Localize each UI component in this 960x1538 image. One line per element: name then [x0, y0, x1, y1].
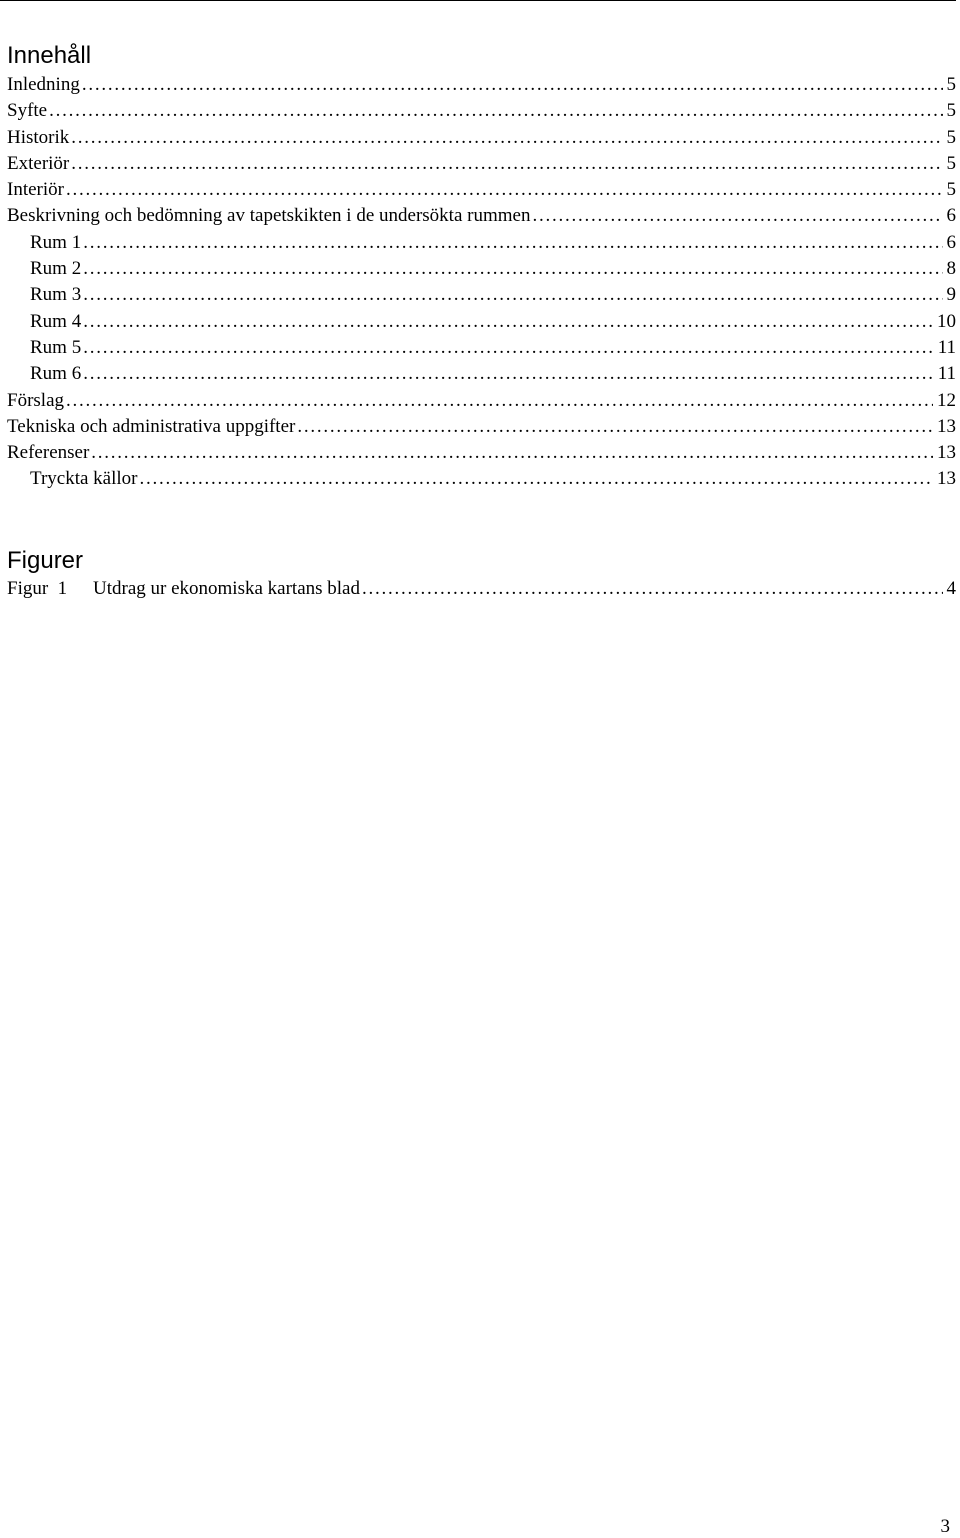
toc-entry-page: 5	[946, 100, 956, 122]
toc-entry-title: Rum 4	[30, 310, 82, 332]
toc-entry-leader	[83, 282, 942, 308]
toc-entry[interactable]	[0, 282, 956, 308]
toc-entry[interactable]	[0, 361, 956, 387]
figure-entry-page: 4	[946, 578, 956, 599]
toc-entry-page: 8	[946, 258, 956, 280]
toc-entry-page: 5	[946, 152, 956, 174]
toc-entry[interactable]	[0, 309, 956, 335]
toc-entry-leader	[297, 414, 933, 440]
toc-entry-page: 13	[937, 442, 956, 464]
figure-entry-title: Utdrag ur ekonomiska kartans blad	[93, 578, 360, 599]
toc-entry-leader	[83, 256, 942, 282]
toc-entry-title: Förslag	[7, 389, 64, 411]
figure-entry[interactable]	[0, 576, 956, 602]
toc-entry-page: 13	[937, 415, 956, 437]
toc-entry[interactable]	[0, 388, 956, 414]
toc-entry[interactable]	[0, 440, 956, 466]
toc-entry-leader	[66, 388, 933, 414]
toc-entry-page: 13	[937, 468, 956, 490]
toc-entry-title: Rum 6	[30, 363, 82, 385]
toc-entry-leader	[71, 125, 942, 151]
toc-entry[interactable]	[0, 177, 956, 203]
toc-entry-title: Rum 1	[30, 231, 82, 253]
toc-list	[0, 72, 956, 493]
toc-entry-title: Rum 2	[30, 258, 82, 280]
figure-entry-leader	[362, 576, 943, 602]
toc-heading: Innehåll	[7, 42, 92, 69]
toc-entry-leader	[83, 309, 933, 335]
toc-entry-title: Exteriör	[7, 152, 70, 174]
toc-entry-leader	[532, 203, 942, 229]
toc-entry-title: Referenser	[7, 442, 90, 464]
toc-entry[interactable]	[0, 466, 956, 492]
figure-entry-label: Figur 1	[7, 578, 68, 599]
toc-entry-leader	[91, 440, 933, 466]
toc-entry-title: Inledning	[7, 74, 80, 95]
toc-entry[interactable]	[0, 230, 956, 256]
figures-heading: Figurer	[7, 547, 84, 574]
toc-entry-title: Syfte	[7, 100, 48, 122]
toc-entry-title: Interiör	[7, 179, 64, 201]
toc-entry[interactable]	[0, 72, 956, 98]
page-number: 3	[940, 1516, 950, 1537]
toc-entry-leader	[83, 230, 942, 256]
toc-entry-leader	[83, 335, 934, 361]
toc-entry-title: Rum 3	[30, 284, 82, 306]
toc-entry[interactable]	[0, 414, 956, 440]
toc-entry-page: 6	[946, 205, 956, 227]
toc-entry-leader	[82, 72, 943, 98]
toc-entry-leader	[71, 151, 942, 177]
toc-entry-page: 11	[937, 363, 956, 385]
toc-entry[interactable]	[0, 151, 956, 177]
toc-entry-title: Tryckta källor	[30, 468, 138, 490]
toc-entry-page: 5	[946, 74, 956, 95]
figures-list	[0, 576, 956, 602]
toc-entry[interactable]	[0, 98, 956, 124]
toc-entry-title: Beskrivning och bedömning av tapetskikten i de undersökta rummen	[7, 205, 531, 227]
toc-entry-page: 12	[937, 389, 956, 411]
toc-entry-page: 5	[946, 126, 956, 148]
toc-entry-title: Rum 5	[30, 336, 82, 358]
toc-entry-page: 6	[946, 231, 956, 253]
toc-entry-page: 10	[937, 310, 956, 332]
toc-entry[interactable]	[0, 335, 956, 361]
toc-entry-leader	[83, 361, 934, 387]
toc-entry[interactable]	[0, 203, 956, 229]
toc-entry-leader	[139, 466, 933, 492]
toc-entry-leader	[66, 177, 943, 203]
toc-entry-leader	[49, 98, 942, 124]
toc-entry[interactable]	[0, 125, 956, 151]
toc-entry-title: Tekniska och administrativa uppgifter	[7, 415, 296, 437]
top-rule	[0, 0, 956, 1]
toc-entry-page: 9	[946, 284, 956, 306]
toc-entry-title: Historik	[7, 126, 70, 148]
toc-entry[interactable]	[0, 256, 956, 282]
toc-entry-page: 11	[937, 336, 956, 358]
toc-entry-page: 5	[946, 179, 956, 201]
